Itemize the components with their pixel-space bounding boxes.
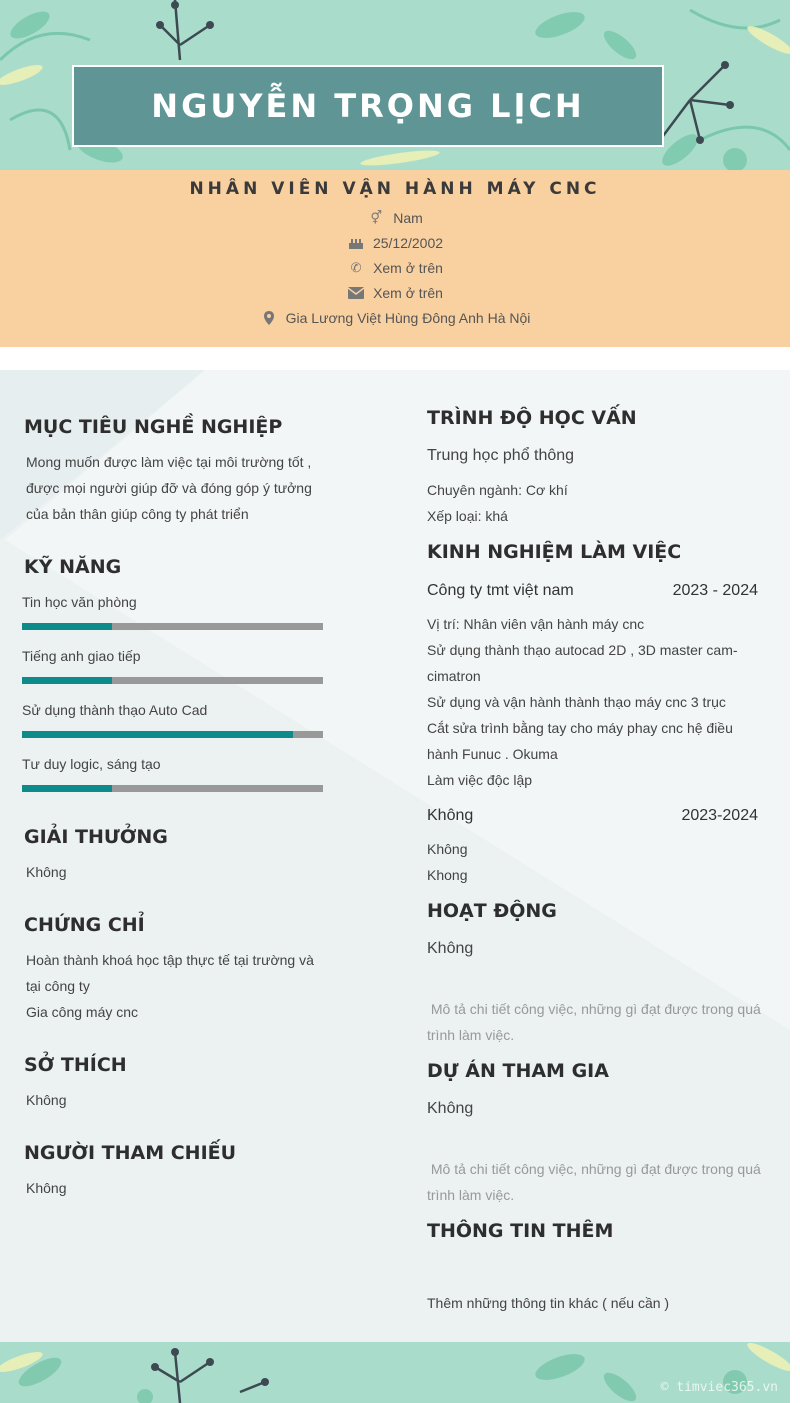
name-box — [72, 65, 664, 147]
email-value[interactable]: Xem ở trên — [373, 284, 443, 301]
skill-bar-fill — [22, 677, 112, 684]
projects-title: Không — [427, 1100, 474, 1117]
gender-row — [0, 205, 790, 230]
extra-info-heading: THÔNG TIN THÊM — [427, 1220, 614, 1242]
skill-bar — [22, 677, 323, 684]
phone-value[interactable]: Xem ở trên — [373, 259, 443, 276]
gender-value: Nam — [393, 209, 423, 226]
candidate-name: NGUYỄN TRỌNG LỊCH — [151, 87, 585, 125]
projects-description: Mô tả chi tiết công việc, những gì đạt được trong quá trình làm việc. — [427, 1161, 761, 1203]
job-period: 2023 - 2024 — [672, 582, 758, 599]
phone-row — [0, 255, 790, 280]
gender-icon: ⚥ — [370, 209, 383, 225]
address-row — [0, 305, 790, 330]
education-school: Trung học phổ thông — [427, 447, 575, 464]
job-description: Vị trí: Nhân viên vận hành máy cnc Sử dụng thành thạo autocad 2D , 3D master cam- cimatron Sử dụng và vận hành thành thạo máy cnc 3 trục Cắt sửa trình bằng tay cho máy phay cnc hệ điều hành Funuc . Okuma Làm việc độc lập — [427, 616, 738, 788]
certificates-heading: CHỨNG CHỈ — [24, 914, 145, 936]
certificates-text: Hoàn thành khoá học tập thực tế tại trường và tại công ty Gia công máy cnc — [26, 952, 314, 1020]
job-company: Không — [427, 807, 474, 824]
skill-label: Tiếng anh giao tiếp — [22, 648, 141, 664]
skill-label: Tin học văn phòng — [22, 594, 137, 610]
objective-heading: MỤC TIÊU NGHỀ NGHIỆP — [24, 416, 283, 438]
floral-banner-top — [0, 0, 790, 170]
education-details: Chuyên ngành: Cơ khí Xếp loại: khá — [427, 482, 568, 524]
watermark: © timviec365.vn — [660, 1380, 778, 1395]
skill-bar-fill — [22, 785, 112, 792]
phone-icon: ✆ — [350, 259, 362, 275]
skill-bar — [22, 731, 323, 738]
job-period: 2023-2024 — [681, 807, 758, 824]
envelope-icon — [347, 286, 365, 300]
skill-bar — [22, 623, 323, 630]
cake-icon — [347, 236, 365, 250]
awards-text: Không — [26, 864, 67, 880]
hobbies-heading: SỞ THÍCH — [24, 1054, 127, 1076]
job-company: Công ty tmt việt nam — [427, 582, 574, 599]
skills-heading: KỸ NĂNG — [24, 556, 122, 578]
job-description: Không Khong — [427, 841, 468, 883]
birthday-row — [0, 230, 790, 255]
job-header — [427, 807, 758, 825]
education-heading: TRÌNH ĐỘ HỌC VẤN — [427, 407, 637, 429]
experience-heading: KINH NGHIỆM LÀM VIỆC — [427, 541, 682, 563]
birthday-value: 25/12/2002 — [372, 234, 444, 251]
skill-bar — [22, 785, 323, 792]
projects-heading: DỰ ÁN THAM GIA — [427, 1060, 609, 1082]
awards-heading: GIẢI THƯỞNG — [24, 826, 168, 848]
skill-bar-fill — [22, 731, 293, 738]
skill-bar-fill — [22, 623, 112, 630]
job-header — [427, 582, 758, 600]
objective-text: Mong muốn được làm việc tại môi trường tốt , được mọi người giúp đỡ và đóng góp ý tưởng của bản thân giúp công ty phát triển — [26, 454, 312, 522]
references-heading: NGƯỜI THAM CHIẾU — [24, 1142, 237, 1164]
email-row — [0, 280, 790, 305]
address-value: Gia Lương Việt Hùng Đông Anh Hà Nội — [285, 309, 531, 326]
hobbies-text: Không — [26, 1092, 67, 1108]
skill-label: Tư duy logic, sáng tạo — [22, 756, 161, 772]
activities-title: Không — [427, 940, 474, 957]
job-title: NHÂN VIÊN VẬN HÀNH MÁY CNC — [189, 179, 601, 199]
activities-heading: HOẠT ĐỘNG — [427, 900, 557, 922]
activities-description: Mô tả chi tiết công việc, những gì đạt được trong quá trình làm việc. — [427, 1001, 761, 1043]
resume-body — [0, 370, 790, 1342]
references-text: Không — [26, 1180, 67, 1196]
skill-label: Sử dụng thành thạo Auto Cad — [22, 702, 208, 718]
map-pin-icon — [260, 311, 278, 325]
personal-info-panel — [0, 170, 790, 347]
extra-info-text: Thêm những thông tin khác ( nếu cần ) — [427, 1295, 670, 1311]
